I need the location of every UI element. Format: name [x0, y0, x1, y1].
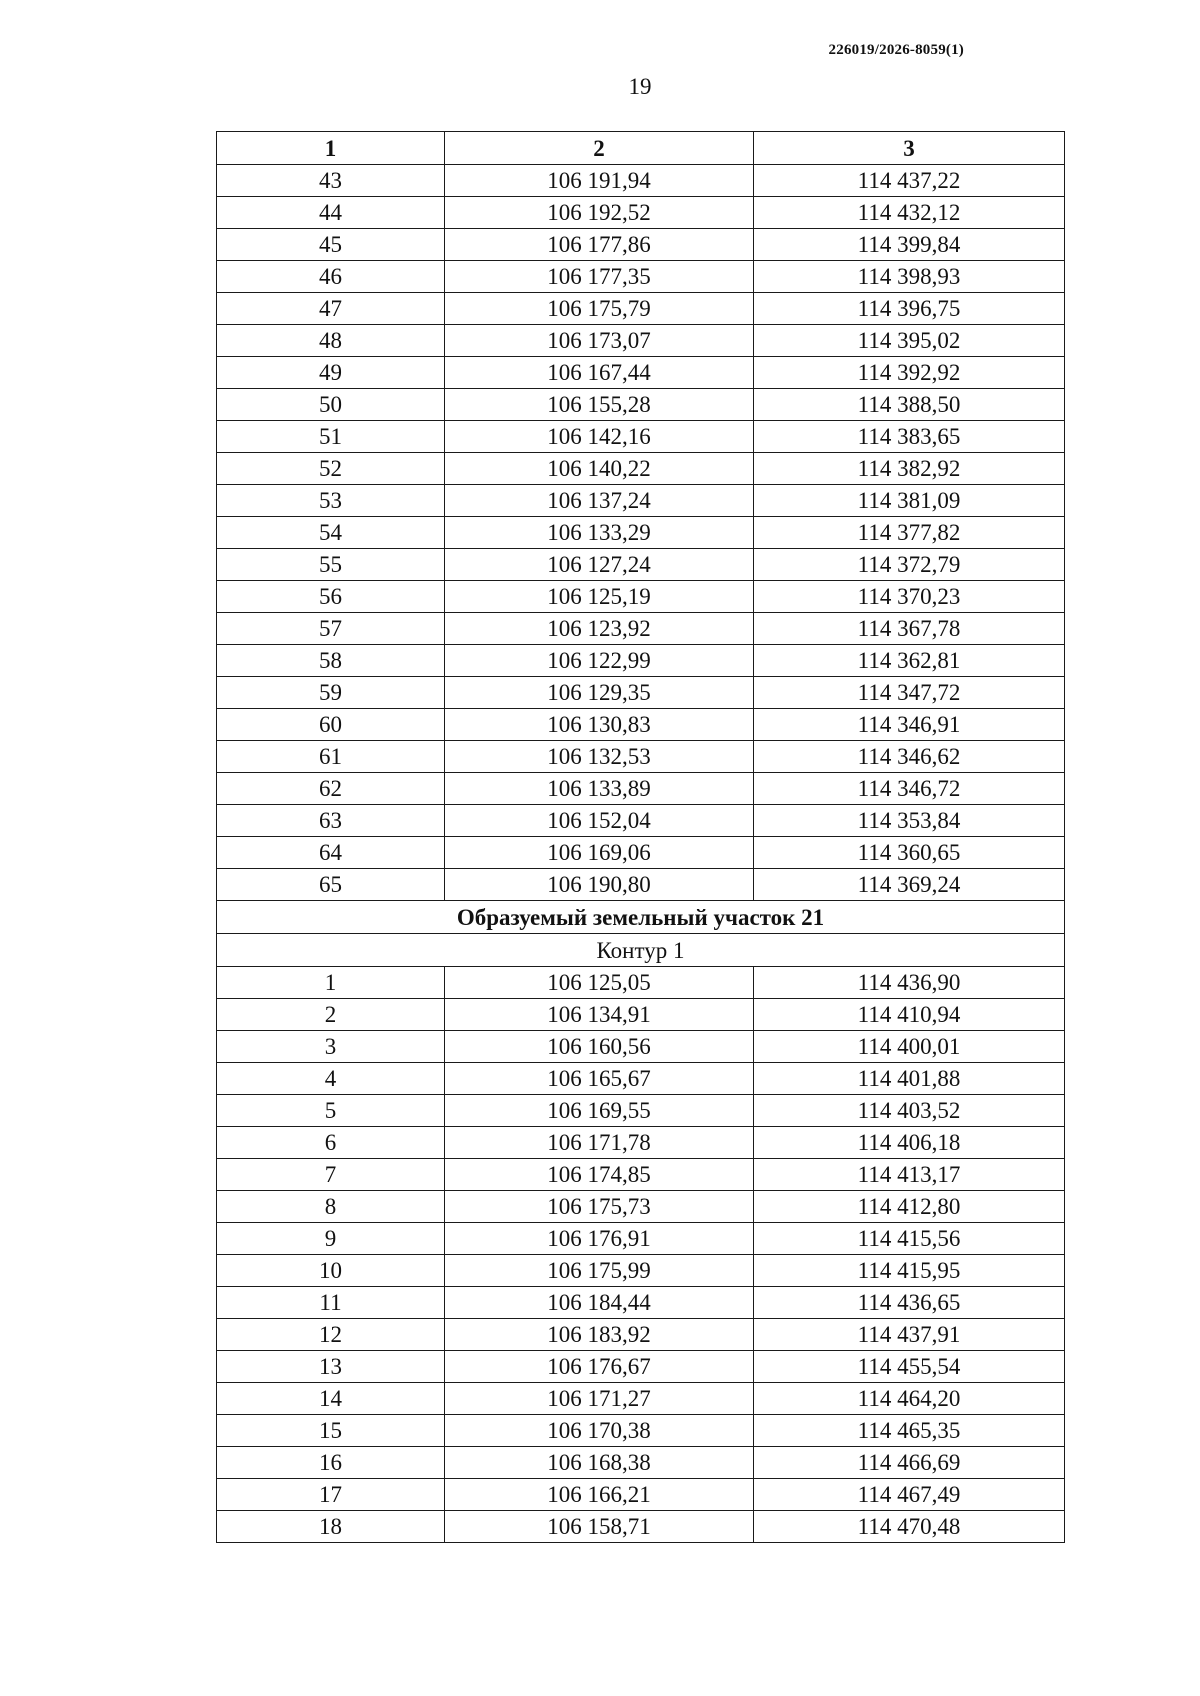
y-coordinate-cell: 114 465,35 — [754, 1415, 1065, 1447]
column-header-1: 1 — [217, 132, 445, 165]
point-number-cell: 16 — [217, 1447, 445, 1479]
table-row — [217, 677, 1065, 709]
point-number-cell: 50 — [217, 389, 445, 421]
y-coordinate-cell: 114 346,91 — [754, 709, 1065, 741]
table-row — [217, 869, 1065, 901]
x-coordinate-cell: 106 169,06 — [445, 837, 754, 869]
point-number-cell: 64 — [217, 837, 445, 869]
y-coordinate-cell: 114 432,12 — [754, 197, 1065, 229]
x-coordinate-cell: 106 137,24 — [445, 485, 754, 517]
y-coordinate-cell: 114 437,91 — [754, 1319, 1065, 1351]
table-row — [217, 1191, 1065, 1223]
x-coordinate-cell: 106 133,89 — [445, 773, 754, 805]
y-coordinate-cell: 114 406,18 — [754, 1127, 1065, 1159]
point-number-cell: 47 — [217, 293, 445, 325]
point-number-cell: 65 — [217, 869, 445, 901]
table-row — [217, 357, 1065, 389]
y-coordinate-cell: 114 437,22 — [754, 165, 1065, 197]
table-row — [217, 1031, 1065, 1063]
y-coordinate-cell: 114 377,82 — [754, 517, 1065, 549]
point-number-cell: 51 — [217, 421, 445, 453]
point-number-cell: 54 — [217, 517, 445, 549]
y-coordinate-cell: 114 353,84 — [754, 805, 1065, 837]
table-row — [217, 1383, 1065, 1415]
y-coordinate-cell: 114 399,84 — [754, 229, 1065, 261]
table-row — [217, 485, 1065, 517]
x-coordinate-cell: 106 177,35 — [445, 261, 754, 293]
section-title: Образуемый земельный участок 21 — [217, 901, 1065, 934]
table-row — [217, 453, 1065, 485]
table-row — [217, 1319, 1065, 1351]
table-row — [217, 421, 1065, 453]
y-coordinate-cell: 114 395,02 — [754, 325, 1065, 357]
x-coordinate-cell: 106 191,94 — [445, 165, 754, 197]
x-coordinate-cell: 106 127,24 — [445, 549, 754, 581]
section-title-row — [217, 901, 1065, 934]
y-coordinate-cell: 114 436,90 — [754, 967, 1065, 999]
table-row — [217, 517, 1065, 549]
point-number-cell: 58 — [217, 645, 445, 677]
point-number-cell: 14 — [217, 1383, 445, 1415]
contour-title-row — [217, 934, 1065, 967]
x-coordinate-cell: 106 134,91 — [445, 999, 754, 1031]
y-coordinate-cell: 114 388,50 — [754, 389, 1065, 421]
y-coordinate-cell: 114 401,88 — [754, 1063, 1065, 1095]
x-coordinate-cell: 106 133,29 — [445, 517, 754, 549]
point-number-cell: 11 — [217, 1287, 445, 1319]
point-number-cell: 12 — [217, 1319, 445, 1351]
x-coordinate-cell: 106 174,85 — [445, 1159, 754, 1191]
page-number: 19 — [628, 74, 652, 99]
point-number-cell: 5 — [217, 1095, 445, 1127]
table-row — [217, 165, 1065, 197]
table-row — [217, 229, 1065, 261]
point-number-cell: 10 — [217, 1255, 445, 1287]
y-coordinate-cell: 114 464,20 — [754, 1383, 1065, 1415]
y-coordinate-cell: 114 436,65 — [754, 1287, 1065, 1319]
table-row — [217, 709, 1065, 741]
table-row — [217, 1255, 1065, 1287]
x-coordinate-cell: 106 171,78 — [445, 1127, 754, 1159]
y-coordinate-cell: 114 467,49 — [754, 1479, 1065, 1511]
point-number-cell: 7 — [217, 1159, 445, 1191]
y-coordinate-cell: 114 362,81 — [754, 645, 1065, 677]
y-coordinate-cell: 114 346,72 — [754, 773, 1065, 805]
x-coordinate-cell: 106 122,99 — [445, 645, 754, 677]
x-coordinate-cell: 106 192,52 — [445, 197, 754, 229]
y-coordinate-cell: 114 455,54 — [754, 1351, 1065, 1383]
x-coordinate-cell: 106 125,19 — [445, 581, 754, 613]
table-row — [217, 1447, 1065, 1479]
point-number-cell: 52 — [217, 453, 445, 485]
y-coordinate-cell: 114 415,56 — [754, 1223, 1065, 1255]
y-coordinate-cell: 114 470,48 — [754, 1511, 1065, 1543]
point-number-cell: 13 — [217, 1351, 445, 1383]
point-number-cell: 59 — [217, 677, 445, 709]
y-coordinate-cell: 114 413,17 — [754, 1159, 1065, 1191]
y-coordinate-cell: 114 369,24 — [754, 869, 1065, 901]
y-coordinate-cell: 114 403,52 — [754, 1095, 1065, 1127]
y-coordinate-cell: 114 370,23 — [754, 581, 1065, 613]
table-row — [217, 1223, 1065, 1255]
point-number-cell: 15 — [217, 1415, 445, 1447]
x-coordinate-cell: 106 169,55 — [445, 1095, 754, 1127]
x-coordinate-cell: 106 175,79 — [445, 293, 754, 325]
table-row — [217, 837, 1065, 869]
y-coordinate-cell: 114 381,09 — [754, 485, 1065, 517]
coordinates-table-container — [216, 131, 1064, 1543]
point-number-cell: 62 — [217, 773, 445, 805]
x-coordinate-cell: 106 167,44 — [445, 357, 754, 389]
table-row — [217, 1127, 1065, 1159]
point-number-cell: 45 — [217, 229, 445, 261]
table-row — [217, 613, 1065, 645]
table-row — [217, 1063, 1065, 1095]
x-coordinate-cell: 106 190,80 — [445, 869, 754, 901]
x-coordinate-cell: 106 175,99 — [445, 1255, 754, 1287]
x-coordinate-cell: 106 176,91 — [445, 1223, 754, 1255]
point-number-cell: 63 — [217, 805, 445, 837]
point-number-cell: 3 — [217, 1031, 445, 1063]
x-coordinate-cell: 106 123,92 — [445, 613, 754, 645]
point-number-cell: 60 — [217, 709, 445, 741]
x-coordinate-cell: 106 129,35 — [445, 677, 754, 709]
point-number-cell: 57 — [217, 613, 445, 645]
table-row — [217, 1159, 1065, 1191]
y-coordinate-cell: 114 400,01 — [754, 1031, 1065, 1063]
point-number-cell: 4 — [217, 1063, 445, 1095]
x-coordinate-cell: 106 177,86 — [445, 229, 754, 261]
point-number-cell: 46 — [217, 261, 445, 293]
y-coordinate-cell: 114 466,69 — [754, 1447, 1065, 1479]
y-coordinate-cell: 114 382,92 — [754, 453, 1065, 485]
y-coordinate-cell: 114 360,65 — [754, 837, 1065, 869]
coordinates-table — [216, 131, 1065, 1543]
column-header-2: 2 — [445, 132, 754, 165]
table-row — [217, 1415, 1065, 1447]
y-coordinate-cell: 114 367,78 — [754, 613, 1065, 645]
table-body — [217, 132, 1065, 1543]
point-number-cell: 2 — [217, 999, 445, 1031]
point-number-cell: 53 — [217, 485, 445, 517]
table-row — [217, 805, 1065, 837]
table-row — [217, 999, 1065, 1031]
point-number-cell: 9 — [217, 1223, 445, 1255]
contour-title: Контур 1 — [217, 934, 1065, 967]
x-coordinate-cell: 106 171,27 — [445, 1383, 754, 1415]
point-number-cell: 61 — [217, 741, 445, 773]
table-row — [217, 1095, 1065, 1127]
x-coordinate-cell: 106 152,04 — [445, 805, 754, 837]
table-row — [217, 261, 1065, 293]
x-coordinate-cell: 106 160,56 — [445, 1031, 754, 1063]
x-coordinate-cell: 106 142,16 — [445, 421, 754, 453]
table-row — [217, 581, 1065, 613]
point-number-cell: 56 — [217, 581, 445, 613]
table-row — [217, 1479, 1065, 1511]
table-row — [217, 549, 1065, 581]
y-coordinate-cell: 114 415,95 — [754, 1255, 1065, 1287]
y-coordinate-cell: 114 372,79 — [754, 549, 1065, 581]
table-row — [217, 967, 1065, 999]
x-coordinate-cell: 106 132,53 — [445, 741, 754, 773]
point-number-cell: 18 — [217, 1511, 445, 1543]
point-number-cell: 43 — [217, 165, 445, 197]
point-number-cell: 48 — [217, 325, 445, 357]
x-coordinate-cell: 106 125,05 — [445, 967, 754, 999]
x-coordinate-cell: 106 175,73 — [445, 1191, 754, 1223]
x-coordinate-cell: 106 168,38 — [445, 1447, 754, 1479]
x-coordinate-cell: 106 170,38 — [445, 1415, 754, 1447]
y-coordinate-cell: 114 412,80 — [754, 1191, 1065, 1223]
column-header-3: 3 — [754, 132, 1065, 165]
table-row — [217, 1287, 1065, 1319]
point-number-cell: 1 — [217, 967, 445, 999]
x-coordinate-cell: 106 155,28 — [445, 389, 754, 421]
point-number-cell: 49 — [217, 357, 445, 389]
y-coordinate-cell: 114 392,92 — [754, 357, 1065, 389]
point-number-cell: 17 — [217, 1479, 445, 1511]
table-row — [217, 197, 1065, 229]
x-coordinate-cell: 106 176,67 — [445, 1351, 754, 1383]
x-coordinate-cell: 106 158,71 — [445, 1511, 754, 1543]
table-row — [217, 1351, 1065, 1383]
table-row — [217, 325, 1065, 357]
table-row — [217, 645, 1065, 677]
y-coordinate-cell: 114 398,93 — [754, 261, 1065, 293]
x-coordinate-cell: 106 140,22 — [445, 453, 754, 485]
y-coordinate-cell: 114 347,72 — [754, 677, 1065, 709]
point-number-cell: 55 — [217, 549, 445, 581]
y-coordinate-cell: 114 383,65 — [754, 421, 1065, 453]
table-row — [217, 773, 1065, 805]
point-number-cell: 6 — [217, 1127, 445, 1159]
y-coordinate-cell: 114 346,62 — [754, 741, 1065, 773]
x-coordinate-cell: 106 173,07 — [445, 325, 754, 357]
document-code: 226019/2026-8059(1) — [828, 42, 964, 58]
x-coordinate-cell: 106 130,83 — [445, 709, 754, 741]
table-row — [217, 389, 1065, 421]
table-header-row — [217, 132, 1065, 165]
table-row — [217, 741, 1065, 773]
y-coordinate-cell: 114 396,75 — [754, 293, 1065, 325]
table-row — [217, 1511, 1065, 1543]
point-number-cell: 8 — [217, 1191, 445, 1223]
x-coordinate-cell: 106 165,67 — [445, 1063, 754, 1095]
y-coordinate-cell: 114 410,94 — [754, 999, 1065, 1031]
table-row — [217, 293, 1065, 325]
x-coordinate-cell: 106 184,44 — [445, 1287, 754, 1319]
point-number-cell: 44 — [217, 197, 445, 229]
x-coordinate-cell: 106 166,21 — [445, 1479, 754, 1511]
x-coordinate-cell: 106 183,92 — [445, 1319, 754, 1351]
